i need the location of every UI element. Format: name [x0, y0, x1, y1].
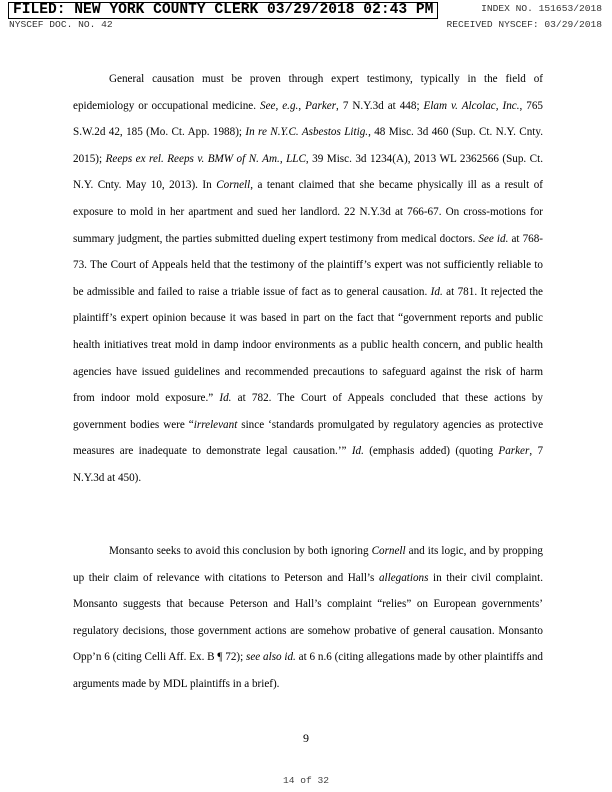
index-number: INDEX NO. 151653/2018	[481, 3, 602, 14]
italic-run: see also id.	[246, 651, 296, 664]
italic-run: Cornell	[371, 545, 406, 557]
text-run: , 48 Misc. 3d 460 (Sup. Ct. N.Y. Cnty. 2015);	[73, 126, 543, 165]
italic-run: Elam v. Alcolac, Inc.	[423, 99, 520, 112]
paragraph	[73, 538, 543, 698]
page-count: 14 of 32	[282, 775, 330, 786]
text-run: at 782. The Court of Appeals concluded that these actions by government bodies were “	[73, 392, 543, 431]
italic-run: Id.	[351, 445, 364, 458]
text-run: at 6 n.6 (citing allegations made by other plaintiffs and arguments made by MDL plaintiffs in a brief).	[73, 651, 543, 690]
italic-run: Parker	[498, 445, 530, 458]
text-run: General causation must be proven through expert testimony, typically in the field of epidemiology or occupational medicine.	[73, 73, 543, 112]
text-run: Monsanto seeks to avoid this conclusion by both ignoring	[109, 545, 372, 557]
italic-run: irrelevant	[193, 418, 238, 431]
text-run: , 765 S.W.2d 42, 185 (Mo. Ct. App. 1988);	[73, 99, 543, 139]
text-run: ,	[298, 99, 306, 112]
italic-run: In re N.Y.C. Asbestos Litig.	[245, 126, 369, 139]
text-run: , 39 Misc. 3d 1234(A), 2013 WL 2362566 (Sup. Ct. N.Y. Cnty. May 10, 2013). In	[73, 152, 543, 192]
paragraph	[73, 66, 543, 492]
text-run: at 781. It rejected the plaintiff’s expert opinion because it was based in part on the fact that “government reports and public health initiatives treat mold in damp indoor environments as a public health concern, and public health agencies have issued guidelines and recommended precautions to safeguard against the risk of harm from indoor mold exposure.”	[73, 285, 543, 405]
text-run: , a tenant claimed that she became physically ill as a result of exposure to mold in her apartment and sued her landlord. 22 N.Y.3d at 766-67. On cross-motions for summary judgment, the parties submitted dueling expert testimony from medical doctors.	[73, 179, 543, 245]
italic-run: Reeps ex rel. Reeps v. BMW of N. Am., LLC	[105, 152, 306, 165]
text-run: at 768-73. The Court of Appeals held that the testimony of the plaintiff’s expert was not sufficiently reliable to be admissible and failed to raise a triable issue of fact as to general causation.	[73, 232, 544, 298]
text-run: in their civil complaint. Monsanto suggests that because Peterson and Hall’s complaint “relies” on European governments’ regulatory decisions, those government actions are somehow probative of general causation. Monsanto Opp’n 6 (citing Celli Aff. Ex. B ¶ 72);	[73, 571, 543, 664]
doc-number: NYSCEF DOC. NO. 42	[9, 19, 113, 30]
text-run: and its logic, and by propping up their claim of relevance with citations to Peterson and Hall’s	[73, 545, 543, 584]
page-number: 9	[303, 731, 309, 745]
text-run: (emphasis added) (quoting	[363, 445, 499, 458]
italic-run: See, e.g.	[260, 99, 299, 112]
body-text-block-1	[73, 66, 543, 492]
italic-run: Id.	[219, 392, 232, 405]
italic-run: See id.	[478, 232, 509, 245]
text-run: , 7 N.Y.3d at 448;	[336, 99, 424, 112]
italic-run: Id.	[430, 285, 443, 298]
italic-run: allegations	[378, 571, 429, 584]
filed-stamp: FILED: NEW YORK COUNTY CLERK 03/29/2018 02:43 PM	[8, 2, 438, 19]
body-text-block-2	[73, 538, 543, 698]
received-stamp: RECEIVED NYSCEF: 03/29/2018	[446, 19, 602, 30]
italic-run: Cornell	[216, 179, 251, 192]
text-run: since ‘standards promulgated by regulatory agencies as protective measures are inadequate to demonstrate legal causation.’”	[73, 418, 544, 458]
italic-run: Parker	[305, 99, 337, 112]
text-run: , 7 N.Y.3d at 450).	[73, 445, 544, 484]
